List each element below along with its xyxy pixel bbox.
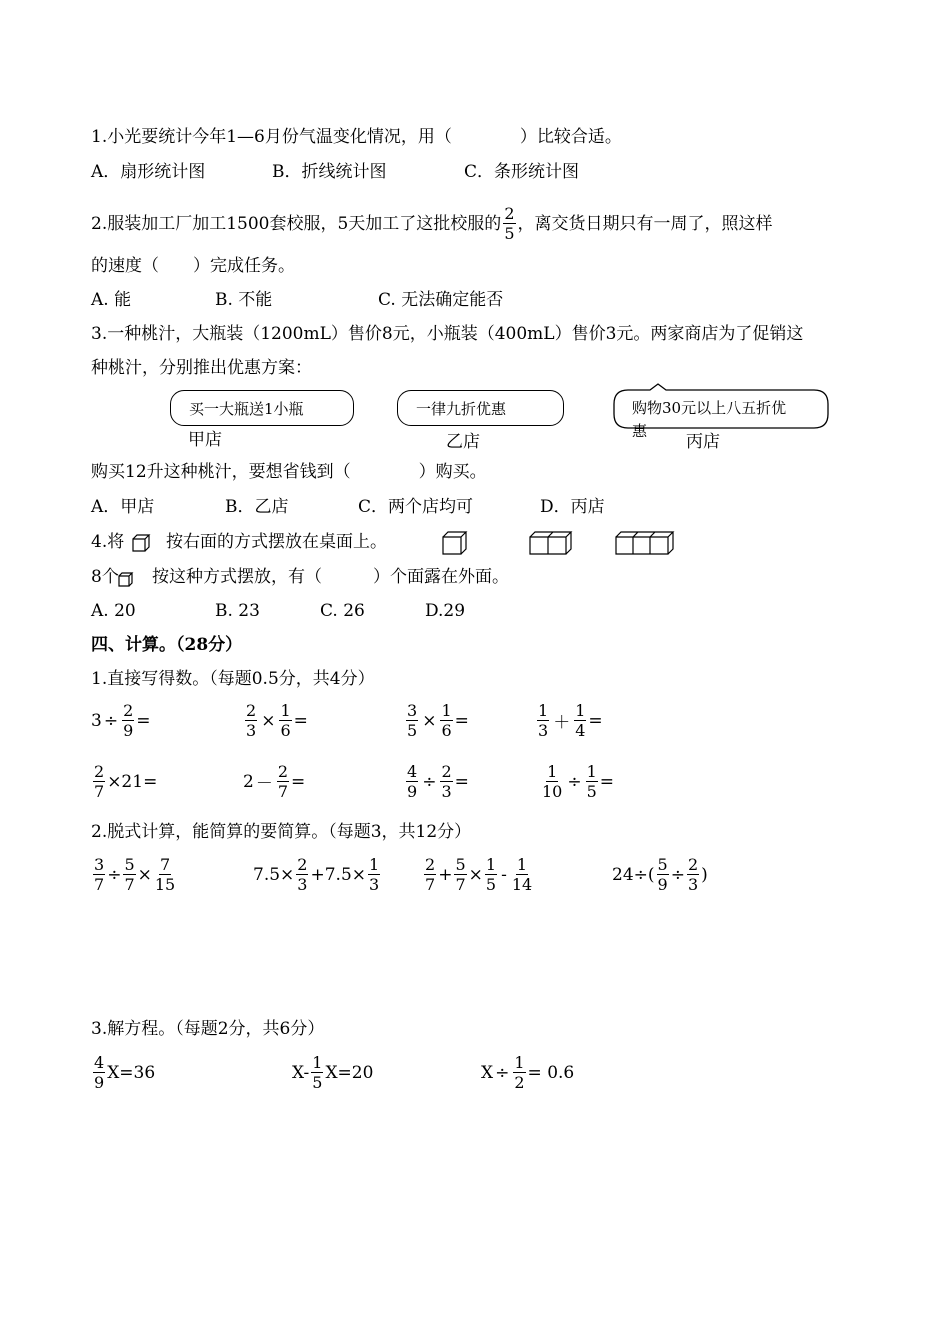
numerator: 1	[485, 855, 497, 874]
divide-sign: ÷	[103, 710, 119, 731]
divide-sign: ÷	[633, 864, 648, 885]
plus-sign: ＋	[553, 713, 571, 733]
fraction	[513, 1054, 525, 1091]
q3-line3: 购买12升这种桃汁，要想省钱到（ ）购买。	[91, 462, 487, 482]
denominator: 3	[246, 721, 257, 740]
numerator: 2	[277, 762, 289, 781]
denominator: 9	[407, 782, 418, 801]
fraction	[406, 763, 418, 800]
minus-sign: -	[501, 864, 507, 885]
q2-line1	[91, 205, 773, 242]
fraction	[406, 702, 418, 739]
numerator: 5	[124, 855, 135, 874]
q2-option-b: B. 不能	[215, 290, 273, 310]
section-4-sub3: 3.解方程。（每题2分，共6分）	[91, 1019, 325, 1039]
numerator: 1	[586, 762, 597, 781]
equation-1	[91, 1054, 155, 1091]
equals-sign: =	[454, 771, 469, 792]
q2-option-c: C. 无法确定能否	[378, 290, 504, 310]
q4-option-a: A. 20	[91, 601, 136, 621]
numerator: 5	[657, 855, 668, 874]
equals-sign: =	[454, 710, 469, 731]
q3-line2: 种桃汁，分别推出优惠方案：	[91, 358, 312, 378]
fraction	[687, 856, 699, 893]
fraction	[657, 856, 669, 893]
fraction	[122, 702, 134, 739]
minus-sign: －	[255, 774, 273, 794]
store-jia-offer-bubble	[170, 390, 354, 426]
section-4-sub1: 1.直接写得数。（每题0.5分，共4分）	[91, 669, 375, 689]
right-paren: )	[701, 864, 708, 885]
q2-fraction	[503, 205, 515, 242]
calc-2-4	[539, 763, 614, 800]
plus-sign: +	[438, 864, 453, 885]
left-paren: (	[647, 864, 655, 885]
denominator: 6	[280, 721, 291, 740]
calc-2-1	[91, 763, 157, 800]
store-bing-offer-line1: 购物30元以上八五折优	[632, 399, 787, 417]
store-yi-name: 乙店	[446, 432, 480, 452]
denominator: 10	[542, 782, 563, 801]
q4-option-b: B. 23	[215, 601, 260, 621]
numerator: 1	[514, 1053, 525, 1072]
store-jia-offer: 买一大瓶送1小瓶	[189, 399, 304, 418]
calc-1-4	[535, 702, 603, 739]
fraction	[440, 702, 452, 739]
equals-sign: =	[293, 710, 308, 731]
denominator: 9	[94, 1073, 105, 1092]
numerator: 2	[94, 762, 105, 781]
q4-option-c: C. 26	[320, 601, 365, 621]
one-cube-icon	[441, 530, 471, 556]
equals-sign: =	[136, 710, 151, 731]
store-bing-name: 丙店	[686, 432, 720, 452]
q2-line2: 的速度（ ）完成任务。	[91, 256, 295, 276]
denominator: 6	[441, 721, 452, 740]
denominator: 7	[94, 875, 105, 894]
times-sign: ×	[351, 864, 367, 885]
q4-text-a2: 按右面的方式摆放在桌面上。	[166, 532, 387, 552]
denominator: 7	[455, 875, 466, 894]
calc-2-2	[243, 763, 305, 800]
numerator: 7	[159, 855, 171, 874]
fraction	[154, 856, 176, 893]
calc-1-2	[243, 702, 308, 739]
step-calc-2	[253, 856, 382, 893]
q1-option-b: B．折线统计图	[272, 162, 387, 182]
q4-text-b2: 按这种方式摆放，有（ ）个面露在外面。	[152, 567, 509, 587]
numerator: 2	[441, 762, 452, 781]
numerator: 2	[297, 855, 308, 874]
denominator: 3	[369, 875, 380, 894]
denominator: 7	[124, 875, 135, 894]
denominator: 9	[123, 721, 134, 740]
q3-line1: 3.一种桃汁，大瓶装（1200mL）售价8元，小瓶装（400mL）售价3元。两家商店为了促销这	[91, 324, 804, 344]
cube-icon	[131, 533, 151, 553]
fraction	[277, 763, 289, 800]
cube-icon-small	[117, 570, 135, 588]
divide-sign: ÷	[567, 771, 582, 792]
numerator: 4	[94, 1053, 105, 1072]
fraction	[93, 763, 105, 800]
fraction	[296, 856, 308, 893]
equation-3	[481, 1054, 574, 1091]
numerator: 1	[547, 762, 558, 781]
numerator: 2	[246, 701, 257, 720]
times-sign: ×	[137, 864, 152, 885]
three-cubes-icon	[614, 530, 676, 556]
q4-text-b1: 8个	[91, 567, 119, 587]
denominator: 7	[425, 875, 436, 894]
numerator: 3	[94, 855, 105, 874]
divide-sign: ÷	[670, 864, 685, 885]
section-4-title: 四、计算。（28分）	[91, 635, 243, 655]
q3-option-a: A．甲店	[91, 497, 155, 517]
step-calc-1	[91, 856, 178, 893]
plus-sign: +	[310, 864, 325, 885]
step-calc-4	[612, 856, 708, 893]
number: 24	[612, 864, 634, 885]
numerator: 5	[455, 855, 466, 874]
equation-2	[292, 1054, 373, 1091]
numerator: 2	[504, 204, 515, 223]
q2-option-a: A. 能	[91, 290, 132, 310]
fraction	[123, 856, 135, 893]
numerator: 1	[575, 701, 586, 720]
numerator: 1	[280, 701, 291, 720]
denominator: 5	[504, 224, 515, 243]
equation-rest: X=20	[325, 1062, 374, 1083]
denominator: 3	[687, 875, 699, 894]
times-sign: ×	[261, 710, 276, 731]
q4-option-d: D.29	[425, 601, 466, 621]
store-bing-offer-line2: 惠	[632, 422, 648, 440]
numerator: 2	[687, 855, 699, 874]
x-variable: X	[481, 1062, 494, 1083]
numerator: 1	[312, 1053, 323, 1072]
equation-rest: X=36	[107, 1062, 156, 1083]
fraction	[93, 1054, 105, 1091]
fraction	[279, 702, 291, 739]
fraction	[574, 702, 586, 739]
denominator: 3	[297, 875, 308, 894]
q3-option-d: D．丙店	[540, 497, 605, 517]
equation-rest: = 0.6	[527, 1062, 575, 1083]
store-yi-offer: 一律九折优惠	[416, 399, 507, 418]
denominator: 7	[277, 782, 289, 801]
times-sign: ×	[280, 864, 295, 885]
q3-option-c: C．两个店均可	[358, 497, 474, 517]
denominator: 2	[514, 1073, 525, 1092]
store-yi-offer-bubble	[397, 390, 564, 426]
fraction	[541, 763, 563, 800]
times-21: ×21=	[107, 771, 158, 792]
divide-sign: ÷	[422, 771, 437, 792]
equals-sign: =	[291, 771, 306, 792]
number: 3	[91, 710, 102, 731]
denominator: 5	[485, 875, 497, 894]
equals-sign: =	[599, 771, 615, 792]
fraction	[440, 763, 452, 800]
q2-text-a: 2.服装加工厂加工1500套校服，5天加工了这批校服的	[91, 213, 502, 234]
denominator: 7	[94, 782, 105, 801]
denominator: 3	[538, 721, 549, 740]
numerator: 1	[441, 701, 452, 720]
fraction	[537, 702, 549, 739]
numerator: 4	[407, 762, 418, 781]
denominator: 5	[312, 1073, 323, 1092]
q1-option-c: C．条形统计图	[464, 162, 580, 182]
denominator: 15	[154, 875, 176, 894]
fraction	[586, 763, 598, 800]
numerator: 1	[516, 855, 528, 874]
denominator: 9	[657, 875, 668, 894]
q4-text-a1: 4.将	[91, 532, 125, 552]
denominator: 5	[586, 782, 597, 801]
fraction	[311, 1054, 323, 1091]
numerator: 2	[425, 855, 436, 874]
denominator: 14	[511, 875, 533, 894]
q1-option-a: A．扇形统计图	[91, 162, 206, 182]
denominator: 4	[575, 721, 586, 740]
number: 2	[243, 771, 254, 792]
q1-text: 1.小光要统计今年1—6月份气温变化情况，用（ ）比较合适。	[91, 127, 622, 147]
q2-text-b: ，离交货日期只有一周了，照这样	[517, 213, 773, 234]
times-sign: ×	[422, 710, 437, 731]
fraction	[424, 856, 436, 893]
equals-sign: =	[588, 710, 603, 731]
fraction	[245, 702, 257, 739]
numerator: 2	[123, 701, 134, 720]
fraction	[454, 856, 466, 893]
two-cubes-icon	[528, 530, 574, 556]
numerator: 1	[369, 855, 380, 874]
calc-1-1	[91, 702, 151, 739]
denominator: 3	[441, 782, 452, 801]
q3-option-b: B．乙店	[225, 497, 289, 517]
step-calc-3	[422, 856, 535, 893]
store-jia-name: 甲店	[188, 430, 222, 450]
x-minus: X-	[292, 1062, 310, 1083]
times-sign: ×	[468, 864, 483, 885]
fraction	[368, 856, 380, 893]
calc-1-3	[404, 702, 469, 739]
number: 7.5	[253, 864, 281, 885]
calc-2-3	[404, 763, 469, 800]
divide-sign: ÷	[495, 1062, 510, 1083]
numerator: 3	[407, 701, 418, 720]
fraction	[511, 856, 533, 893]
section-4-sub2: 2.脱式计算，能简算的要简算。（每题3，共12分）	[91, 822, 472, 842]
fraction	[485, 856, 497, 893]
number: 7.5	[324, 864, 352, 885]
fraction	[93, 856, 105, 893]
denominator: 5	[407, 721, 418, 740]
divide-sign: ÷	[107, 864, 122, 885]
numerator: 1	[538, 701, 549, 720]
